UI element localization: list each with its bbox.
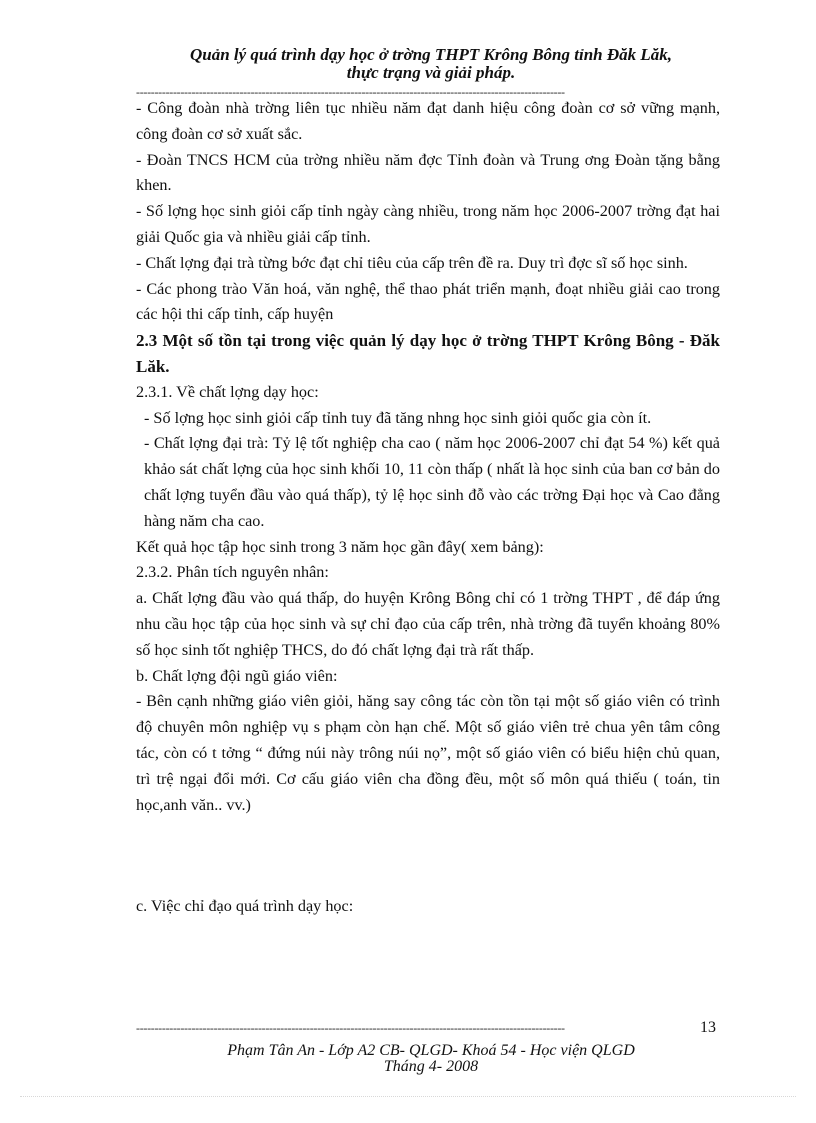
document-body	[136, 96, 720, 920]
paragraph-graduation-rate: - Chất lợng đại trà: Tỷ lệ tốt nghiệp cha cao ( năm học 2006-2007 chỉ đạt 54 %) kết quả khảo sát chất lợng của học sinh khối 10, 11 còn thấp ( nhất là học sinh của ban cơ bản do chất lợng tuyển đầu vào quá thấp), tỷ lệ học sinh đỗ vào các trờng Đại học và Cao đẳng hàng năm cha cao.	[144, 434, 720, 530]
paragraph-youth-union: - Đoàn TNCS HCM của trờng nhiều năm đợc Tỉnh đoàn và Trung ơng Đoàn tặng bằng khen.	[136, 150, 720, 195]
footer-rule: --------------------------------------------------------------------------------------------------------------------	[136, 1022, 565, 1034]
paragraph-general-quality: - Chất lợng đại trà từng bớc đạt chỉ tiêu của cấp trên đề ra. Duy trì đợc sĩ số học sinh.	[136, 253, 688, 272]
paragraph-teaching-direction: c. Việc chỉ đạo quá trình dạy học:	[136, 897, 354, 916]
header-line-2: thực trạng và giải pháp.	[346, 63, 516, 82]
section-heading-2-3: 2.3 Một số tồn tại trong việc quản lý dạy học ở trờng THPT Krông Bông - Đăk Lăk.	[136, 331, 720, 376]
paragraph-gifted-students: - Số lợng học sinh giỏi cấp tỉnh ngày càng nhiều, trong năm học 2006-2007 trờng đạt hai giải Quốc gia và nhiều giải cấp tỉnh.	[136, 202, 720, 246]
paragraph-teacher-quality: - Bên cạnh những giáo viên giỏi, hăng say công tác còn tồn tại một số giáo viên có trình độ chuyên môn nghiệp vụ s phạm còn hạn chế. Một số giáo viên trẻ chua yên tâm công tác, còn có t tởng “ đứng núi này trông núi nọ”, một số giáo viên có biểu hiện chủ quan, trì trệ ngại đổi mới. Cơ cấu giáo viên cha đồng đều, một số môn quá thiếu ( toán, tin học,anh văn.. vv.)	[136, 692, 720, 814]
paragraph-input-quality: a. Chất lợng đầu vào quá thấp, do huyện Krông Bông chỉ có 1 trờng THPT , để đáp ứng nhu cầu học tập của học sinh và sự chỉ đạo của cấp trên, nhà trờng đã tuyển khoảng 80% số học sinh tốt nghiệp THCS, do đó chất lợng đại trà rất thấp.	[136, 589, 720, 659]
header-rule: --------------------------------------------------------------------------------------------------------------------	[136, 86, 565, 98]
paragraph-results-table-ref: Kết quả học tập học sinh trong 3 năm học gần đây( xem bảng):	[136, 537, 544, 556]
page-edge-dots	[20, 1096, 796, 1097]
paragraph-national-gifted: - Số lợng học sinh giỏi cấp tỉnh tuy đã tăng nhng học sinh giỏi quốc gia còn ít.	[144, 408, 652, 427]
paragraph-movements: - Các phong trào Văn hoá, văn nghệ, thể thao phát triển mạnh, đoạt nhiều giải cao trong các hội thi cấp tỉnh, cấp huyện	[136, 279, 720, 324]
subsection-2-3-1: 2.3.1. Về chất lợng dạy học:	[136, 382, 319, 401]
footer-line-1: Phạm Tân An - Lớp A2 CB- QLGD- Khoá 54 - Học viện QLGD	[227, 1042, 635, 1059]
paragraph-trade-union: - Công đoàn nhà trờng liên tục nhiều năm đạt danh hiệu công đoàn cơ sở vững mạnh, công đoàn cơ sở xuất sắc.	[136, 99, 720, 143]
blank-space	[136, 818, 720, 894]
page-number: 13	[700, 1019, 716, 1036]
footer-line-2: Tháng 4- 2008	[383, 1058, 479, 1075]
page-header	[136, 46, 726, 82]
page-footer	[136, 1043, 726, 1075]
paragraph-teacher-quality-title: b. Chất lợng đội ngũ giáo viên:	[136, 666, 338, 685]
header-line-1: Quản lý quá trình dạy học ở trờng THPT Krông Bông tỉnh Đăk Lăk,	[189, 45, 673, 64]
subsection-2-3-2: 2.3.2. Phân tích nguyên nhân:	[136, 563, 329, 582]
